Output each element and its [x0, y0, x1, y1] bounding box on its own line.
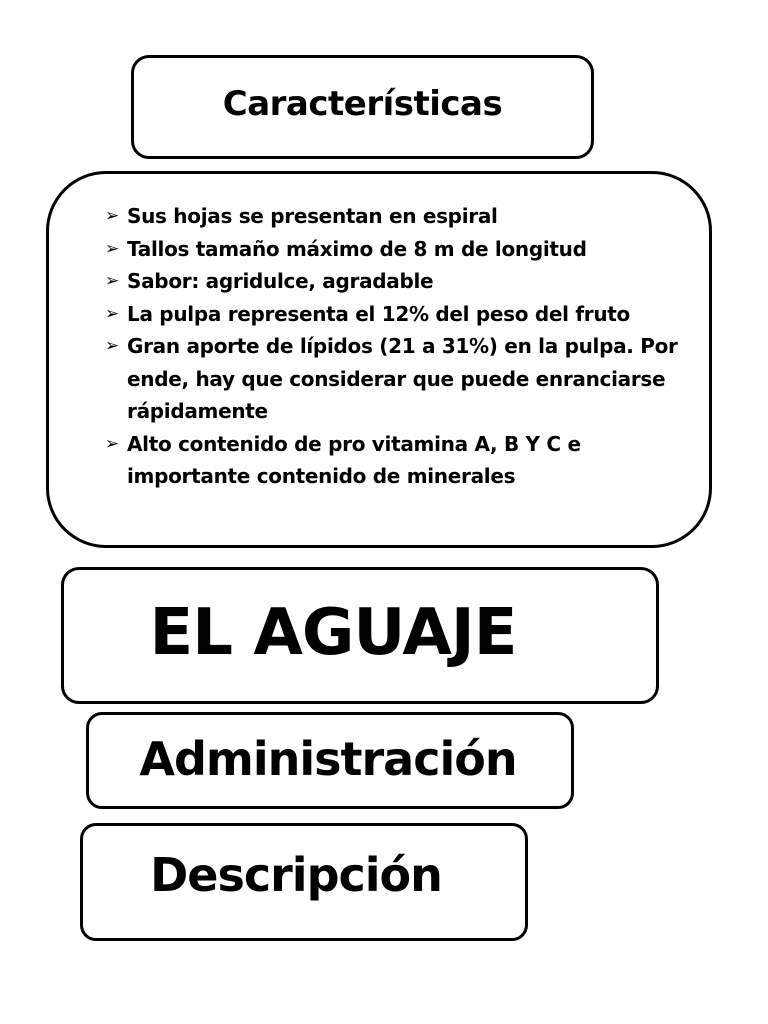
- list-item: [105, 233, 695, 266]
- feature-text: Gran aporte de lípidos (21 a 31%) en la pulpa. Por ende, hay que considerar que puede enranciarse rápidamente: [127, 334, 678, 423]
- feature-text: Sabor: agridulce, agradable: [127, 269, 434, 293]
- features-list: [105, 200, 695, 493]
- feature-text: La pulpa representa el 12% del peso del fruto: [127, 301, 630, 326]
- caracteristicas-heading-box: [131, 55, 594, 159]
- administracion-label: Administración: [139, 731, 517, 786]
- feature-text: Alto contenido de pro vitamina A, B Y C e importante contenido de minerales: [127, 431, 581, 488]
- list-item: [105, 298, 695, 331]
- administracion-box: [86, 712, 574, 809]
- features-box: [46, 171, 712, 548]
- descripcion-label: Descripción: [150, 848, 442, 902]
- arrow-bullet-icon: ➢: [105, 336, 119, 356]
- feature-text: Sus hojas se presentan en espiral: [127, 204, 498, 228]
- caracteristicas-heading: Características: [222, 84, 503, 124]
- arrow-bullet-icon: ➢: [105, 303, 119, 324]
- arrow-bullet-icon: ➢: [105, 433, 119, 454]
- arrow-bullet-icon: ➢: [105, 238, 119, 259]
- arrow-bullet-icon: ➢: [105, 271, 119, 291]
- list-item: [105, 265, 695, 298]
- feature-text: Tallos tamaño máximo de 8 m de longitud: [127, 236, 587, 261]
- arrow-bullet-icon: ➢: [105, 206, 119, 226]
- list-item: [105, 428, 695, 493]
- descripcion-box: [80, 823, 528, 941]
- list-item: [105, 200, 695, 233]
- main-title: EL AGUAJE: [149, 595, 517, 670]
- main-title-box: [61, 567, 659, 704]
- list-item: [105, 330, 695, 428]
